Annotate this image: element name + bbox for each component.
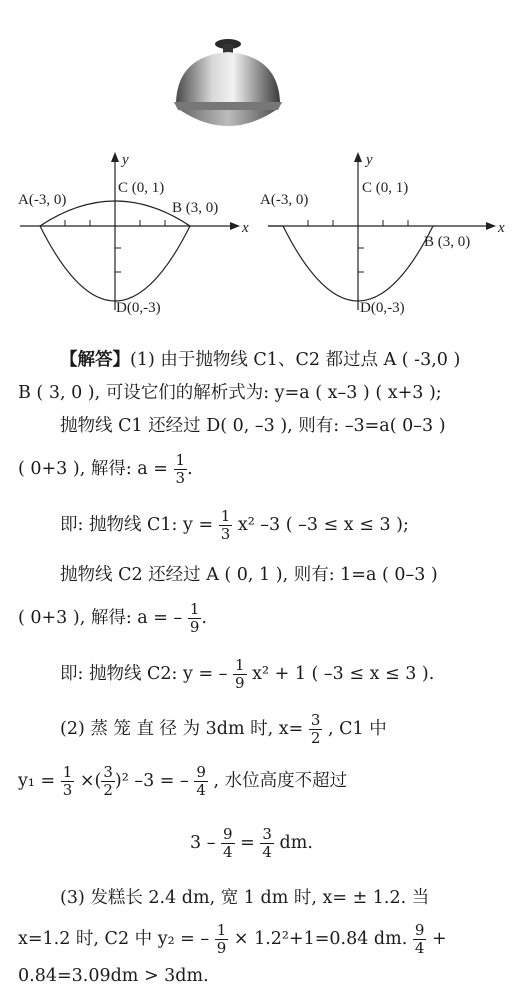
solution-line-9: (2) 蒸 笼 直 径 为 3dm 时, x= $\frac{3}{2}$ , C1 中 (60, 711, 387, 747)
x-label: x (242, 220, 249, 236)
solution-line-10: y₁ = $\frac{1}{3}$ ×( $\frac{3}{2}$ )² –3 = – $\frac{9}{4}$ , 水位高度不超过 (18, 763, 348, 799)
graph-left (10, 150, 260, 330)
solution-line-14: 0.84=3.09dm > 3dm. (18, 966, 209, 986)
fraction: $\frac{9}{4}$ (414, 921, 425, 957)
point-c-label: C (0, 1) (118, 180, 165, 196)
solution-line-8: 即: 抛物线 C2: y = – $\frac{1}{9}$ x² + 1 ( –3 ≤ x ≤ 3 ). (60, 656, 435, 692)
solution-line-11: 3 – $\frac{9}{4}$ = $\frac{3}{4}$ dm. (190, 825, 313, 861)
graph-right (258, 150, 518, 330)
fraction: $\frac{1}{3}$ (220, 507, 231, 543)
solution-line-1: 【解答】(1) 由于抛物线 C1、C2 都过点 A ( -3,0 ) (60, 350, 461, 370)
solution-line-13: x=1.2 时, C2 中 y₂ = – $\frac{1}{9}$ × 1.2²+1=0.84 dm. $\frac{9}{4}$ + (18, 921, 447, 957)
solution-line-4: ( 0+3 ), 解得: a = $\frac{1}{3}$ . (18, 451, 193, 487)
fraction: $\frac{1}{9}$ (216, 921, 227, 957)
solution-line-5: 即: 抛物线 C1: y = $\frac{1}{3}$ x² –3 ( –3 ≤ x ≤ 3 ); (60, 507, 409, 543)
fraction: $\frac{1}{3}$ (175, 451, 186, 487)
fraction: $\frac{3}{2}$ (310, 711, 321, 747)
fraction: $\frac{9}{4}$ (223, 825, 233, 861)
point-c-label: C (0, 1) (362, 180, 409, 196)
solution-line-12: (3) 发糕长 2.4 dm, 宽 1 dm 时, x= ± 1.2. 当 (60, 888, 430, 908)
point-b-label: B (3, 0) (172, 200, 219, 216)
wok-lid-illustration (168, 30, 288, 140)
point-d-label: D(0,-3) (116, 300, 161, 316)
y-label: y (122, 152, 129, 168)
fraction: $\frac{1}{9}$ (235, 656, 245, 692)
point-d-label: D(0,-3) (360, 300, 405, 316)
point-b-label: B (3, 0) (424, 234, 471, 250)
y-label: y (366, 152, 373, 168)
x-label: x (498, 220, 505, 236)
solution-line-7: ( 0+3 ), 解得: a = – $\frac{1}{9}$ . (18, 600, 207, 636)
point-a-label: A(-3, 0) (260, 192, 309, 208)
point-a-label: A(-3, 0) (18, 192, 67, 208)
fraction: $\frac{3}{2}$ (103, 763, 113, 799)
fraction: $\frac{3}{4}$ (262, 825, 272, 861)
solution-line-2: B ( 3, 0 ), 可设它们的解析式为: y=a ( x–3 ) ( x+3 ); (18, 383, 442, 403)
fraction: $\frac{1}{9}$ (189, 600, 200, 636)
solution-line-6: 抛物线 C2 还经过 A ( 0, 1 ), 则有: 1=a ( 0–3 ) (60, 565, 438, 585)
fraction: $\frac{9}{4}$ (196, 763, 206, 799)
solution-line-3: 抛物线 C1 还经过 D( 0, –3 ), 则有: –3=a( 0–3 ) (60, 416, 446, 436)
fraction: $\frac{1}{3}$ (62, 763, 73, 799)
